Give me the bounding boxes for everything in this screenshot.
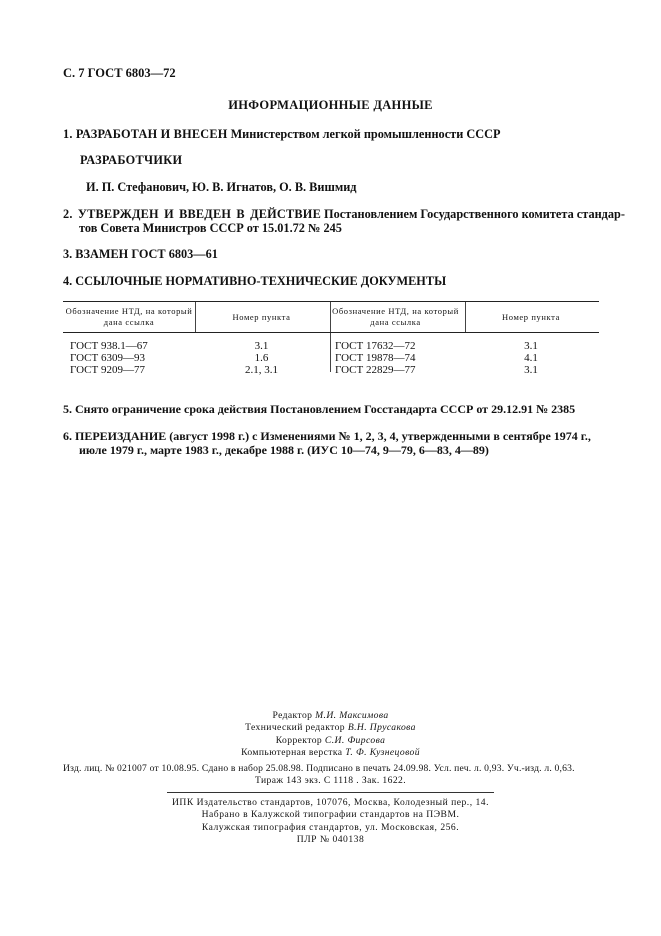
publisher-line: Набрано в Калужской типографии стандартов на ПЭВМ. — [201, 809, 460, 821]
table-header-row — [63, 302, 599, 333]
credits-block — [0, 710, 661, 759]
section-5: 5. Снято ограничение срока действия Постановлением Госстандарта СССР от 29.12.91 № 2385 — [63, 402, 576, 416]
section-2-label: 2. УТВЕРЖДЕН И ВВЕДЕН В ДЕЙСТВИЕ — [63, 207, 321, 221]
divider — [167, 792, 494, 793]
developers-heading: РАЗРАБОТЧИКИ — [80, 153, 183, 167]
table-cell: 4.1 — [524, 352, 538, 364]
table-row — [63, 364, 599, 376]
credit-role: Технический редактор — [245, 722, 345, 734]
table-cell: 3.1 — [524, 364, 538, 376]
column-header-clause: Номер пункта — [463, 302, 599, 333]
section-6-line2: июле 1979 г., марте 1983 г., декабре 1988 г. (ИУС 10—74, 9—79, 6—83, 4—89) — [79, 443, 489, 457]
table-cell: ГОСТ 22829—77 — [335, 364, 416, 376]
section-4: 4. ССЫЛОЧНЫЕ НОРМАТИВНО-ТЕХНИЧЕСКИЕ ДОКУМЕНТЫ — [63, 274, 447, 288]
table-cell: 3.1 — [254, 340, 269, 352]
section-2-text: Постановлением Государственного комитета стандар- — [324, 207, 625, 221]
credit-name: М.И. Максимова — [315, 710, 389, 721]
section-1-text: Министерством легкой промышленности СССР — [230, 127, 501, 141]
developers-names: И. П. Стефанович, Ю. В. Игнатов, О. В. Вишмид — [86, 180, 357, 194]
publisher-line: ПЛР № 040138 — [296, 833, 365, 845]
table-cell: 2.1, 3.1 — [245, 364, 278, 376]
credit-role: Компьютерная верстка — [241, 746, 343, 758]
column-header-clause: Номер пункта — [195, 302, 328, 333]
page-header: С. 7 ГОСТ 6803—72 — [63, 66, 176, 80]
publisher-line: ИПК Издательство стандартов, 107076, Москва, Колодезный пер., 14. — [172, 797, 489, 808]
section-1 — [63, 127, 501, 142]
table-cell: 1.6 — [254, 352, 269, 364]
table-cell: ГОСТ 6309—93 — [70, 352, 145, 364]
page-title: ИНФОРМАЦИОННЫЕ ДАННЫЕ — [228, 98, 433, 112]
references-table — [63, 302, 599, 376]
publisher-block — [0, 797, 661, 846]
table-row — [63, 333, 599, 353]
table-cell: ГОСТ 938.1—67 — [70, 340, 148, 352]
credit-editor — [0, 710, 661, 722]
credit-name: В.Н. Прусакова — [347, 722, 416, 734]
table-row — [63, 352, 599, 364]
column-header-document: Обозначение НТД, на который дана ссылка — [328, 302, 463, 333]
table-cell: ГОСТ 9209—77 — [70, 364, 145, 376]
credit-role: Редактор — [272, 710, 313, 721]
credit-name: С.И. Фирсова — [324, 734, 386, 746]
imprint-line2: Тираж 143 экз. С 1118 . Зак. 1622. — [254, 775, 407, 786]
credit-role: Корректор — [275, 734, 323, 746]
table-cell: ГОСТ 17632—72 — [335, 340, 416, 352]
section-2-line2: тов Совета Министров СССР от 15.01.72 № 245 — [79, 221, 342, 235]
column-header-document: Обозначение НТД, на который дана ссылка — [63, 302, 195, 333]
publisher-line: Калужская типография стандартов, ул. Московская, 256. — [201, 821, 460, 833]
credit-proofreader — [0, 735, 661, 747]
section-3: 3. ВЗАМЕН ГОСТ 6803—61 — [63, 247, 218, 261]
credit-layout — [0, 747, 661, 759]
imprint-line1: Изд. лиц. № 021007 от 10.08.95. Сдано в набор 25.08.98. Подписано в печать 24.09.98. Усл. печ. л. 0,93. Уч.-изд. л. 0,63. — [63, 763, 575, 774]
section-2-line1 — [63, 207, 625, 222]
section-1-label: 1. РАЗРАБОТАН И ВНЕСЕН — [63, 127, 228, 141]
section-6-line1: 6. ПЕРЕИЗДАНИЕ (август 1998 г.) с Изменениями № 1, 2, 3, 4, утвержденными в сентябре 1974 г., — [63, 429, 591, 443]
credit-name: Т. Ф. Кузнецовой — [345, 746, 420, 758]
credit-tech-editor — [0, 722, 661, 734]
table-cell: ГОСТ 19878—74 — [335, 352, 416, 364]
table-cell: 3.1 — [524, 340, 538, 352]
